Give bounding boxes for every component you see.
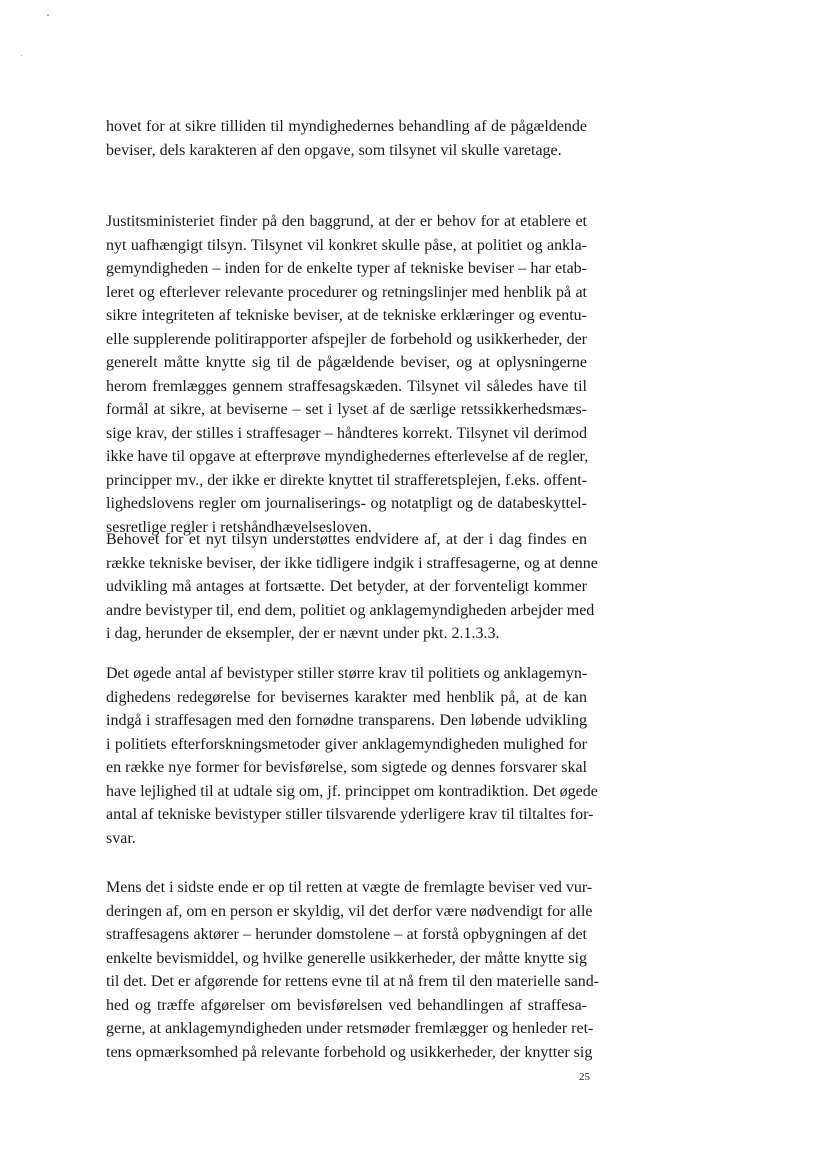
text-line: Det øgede antal af bevistyper stiller større krav til politiets og anklagemyn- <box>106 665 588 682</box>
paragraph-4 <box>106 662 598 850</box>
text-line: sesretlige regler i retshåndhævelsesloven. <box>106 518 372 536</box>
text-line: leret og efterlever relevante procedurer og retningslinjer med henblik på at <box>106 283 587 301</box>
text-line: generelt måtte knytte sig til de pågældende beviser, og at oplysningerne <box>106 354 587 371</box>
paragraph-3 <box>106 528 598 646</box>
text-line: beviser, dels karakteren af den opgave, som tilsynet vil skulle varetage. <box>106 141 562 159</box>
text-line: Behovet for et nyt tilsyn understøttes endvidere af, at der i dag findes en <box>106 531 587 548</box>
text-line: antal af tekniske bevistyper stiller tilsvarende yderligere krav til tiltaltes for- <box>106 806 594 823</box>
text-line: sikre integriteten af tekniske beviser, at de tekniske erklæringer og eventu- <box>106 307 587 324</box>
paragraph-2 <box>106 210 587 539</box>
text-line: i politiets efterforskningsmetoder giver anklagemyndigheden mulighed for <box>106 735 587 753</box>
text-line: formål at sikre, at beviserne – set i lyset af de særlige retssikkerhedsmæs- <box>106 401 587 418</box>
text-line: tens opmærksomhed på relevante forbehold og usikkerheder, der knytter sig <box>106 1043 593 1061</box>
text-line: dighedens redegørelse for bevisernes karakter med henblik på, at de kan <box>106 688 587 706</box>
text-line: nyt uafhængigt tilsyn. Tilsynet vil konkret skulle påse, at politiet og ankla- <box>106 236 587 254</box>
text-line: Justitsministeriet finder på den baggrund, at der er behov for at etablere et <box>106 213 587 230</box>
text-line: hovet for at sikre tilliden til myndighedernes behandling af de pågældende <box>106 118 587 135</box>
text-line: straffesagens aktører – herunder domstolene – at forstå opbygningen af det <box>106 926 587 943</box>
text-line: i dag, herunder de eksempler, der er nævnt under pkt. 2.1.3.3. <box>106 625 500 642</box>
text-line: enkelte bevismiddel, og hvilke generelle usikkerheder, der måtte knytte sig <box>106 949 587 967</box>
page-number: 25 <box>579 1071 590 1083</box>
paragraph-5 <box>106 876 600 1064</box>
text-line: udvikling må antages at fortsætte. Det betyder, at der forventeligt kommer <box>106 578 587 595</box>
text-line: en række nye former for bevisførelse, som sigtede og dennes forsvarer skal <box>106 759 587 776</box>
paragraph-1 <box>106 115 587 162</box>
text-line: indgå i straffesagen med den fornødne transparens. Den løbende udvikling <box>106 712 587 729</box>
text-line: have lejlighed til at udtale sig om, jf. princippet om kontradiktion. Det øgede <box>106 782 598 800</box>
text-line: række tekniske beviser, der ikke tidligere indgik i straffesagerne, og at denne <box>106 554 598 572</box>
text-line: ikke have til opgave at efterprøve myndighedernes efterlevelse af de regler, <box>106 448 589 465</box>
text-line: svar. <box>106 829 136 847</box>
text-line: gerne, at anklagemyndigheden under retsmøder fremlægger og henleder ret- <box>106 1020 594 1037</box>
scan-speck <box>47 14 49 16</box>
text-line: hed og træffe afgørelser om bevisførelsen ved behandlingen af straffesa- <box>106 996 587 1014</box>
text-line: herom fremlægges gennem straffesagskæden. Tilsynet vil således have til <box>106 377 587 395</box>
text-line: til det. Det er afgørende for rettens evne til at nå frem til den materielle sand- <box>106 973 600 990</box>
text-line: sige krav, der stilles i straffesager – håndteres korrekt. Tilsynet vil derimod <box>106 424 587 442</box>
scan-speck <box>21 55 22 56</box>
text-line: Mens det i sidste ende er op til retten at vægte de fremlagte beviser ved vur- <box>106 879 593 896</box>
text-line: principper mv., der ikke er direkte knyttet til strafferetsplejen, f.eks. offent- <box>106 471 587 489</box>
text-line: lighedslovens regler om journaliserings- og notatpligt og de databeskyttel- <box>106 495 587 512</box>
text-line: andre bevistyper til, end dem, politiet og anklagemyndigheden arbejder med <box>106 601 595 619</box>
text-line: gemyndigheden – inden for de enkelte typer af tekniske beviser – har etab- <box>106 260 587 277</box>
text-line: deringen af, om en person er skyldig, vil det derfor være nødvendigt for alle <box>106 902 593 920</box>
text-line: elle supplerende politirapporter afspejler de forbehold og usikkerheder, der <box>106 330 587 348</box>
